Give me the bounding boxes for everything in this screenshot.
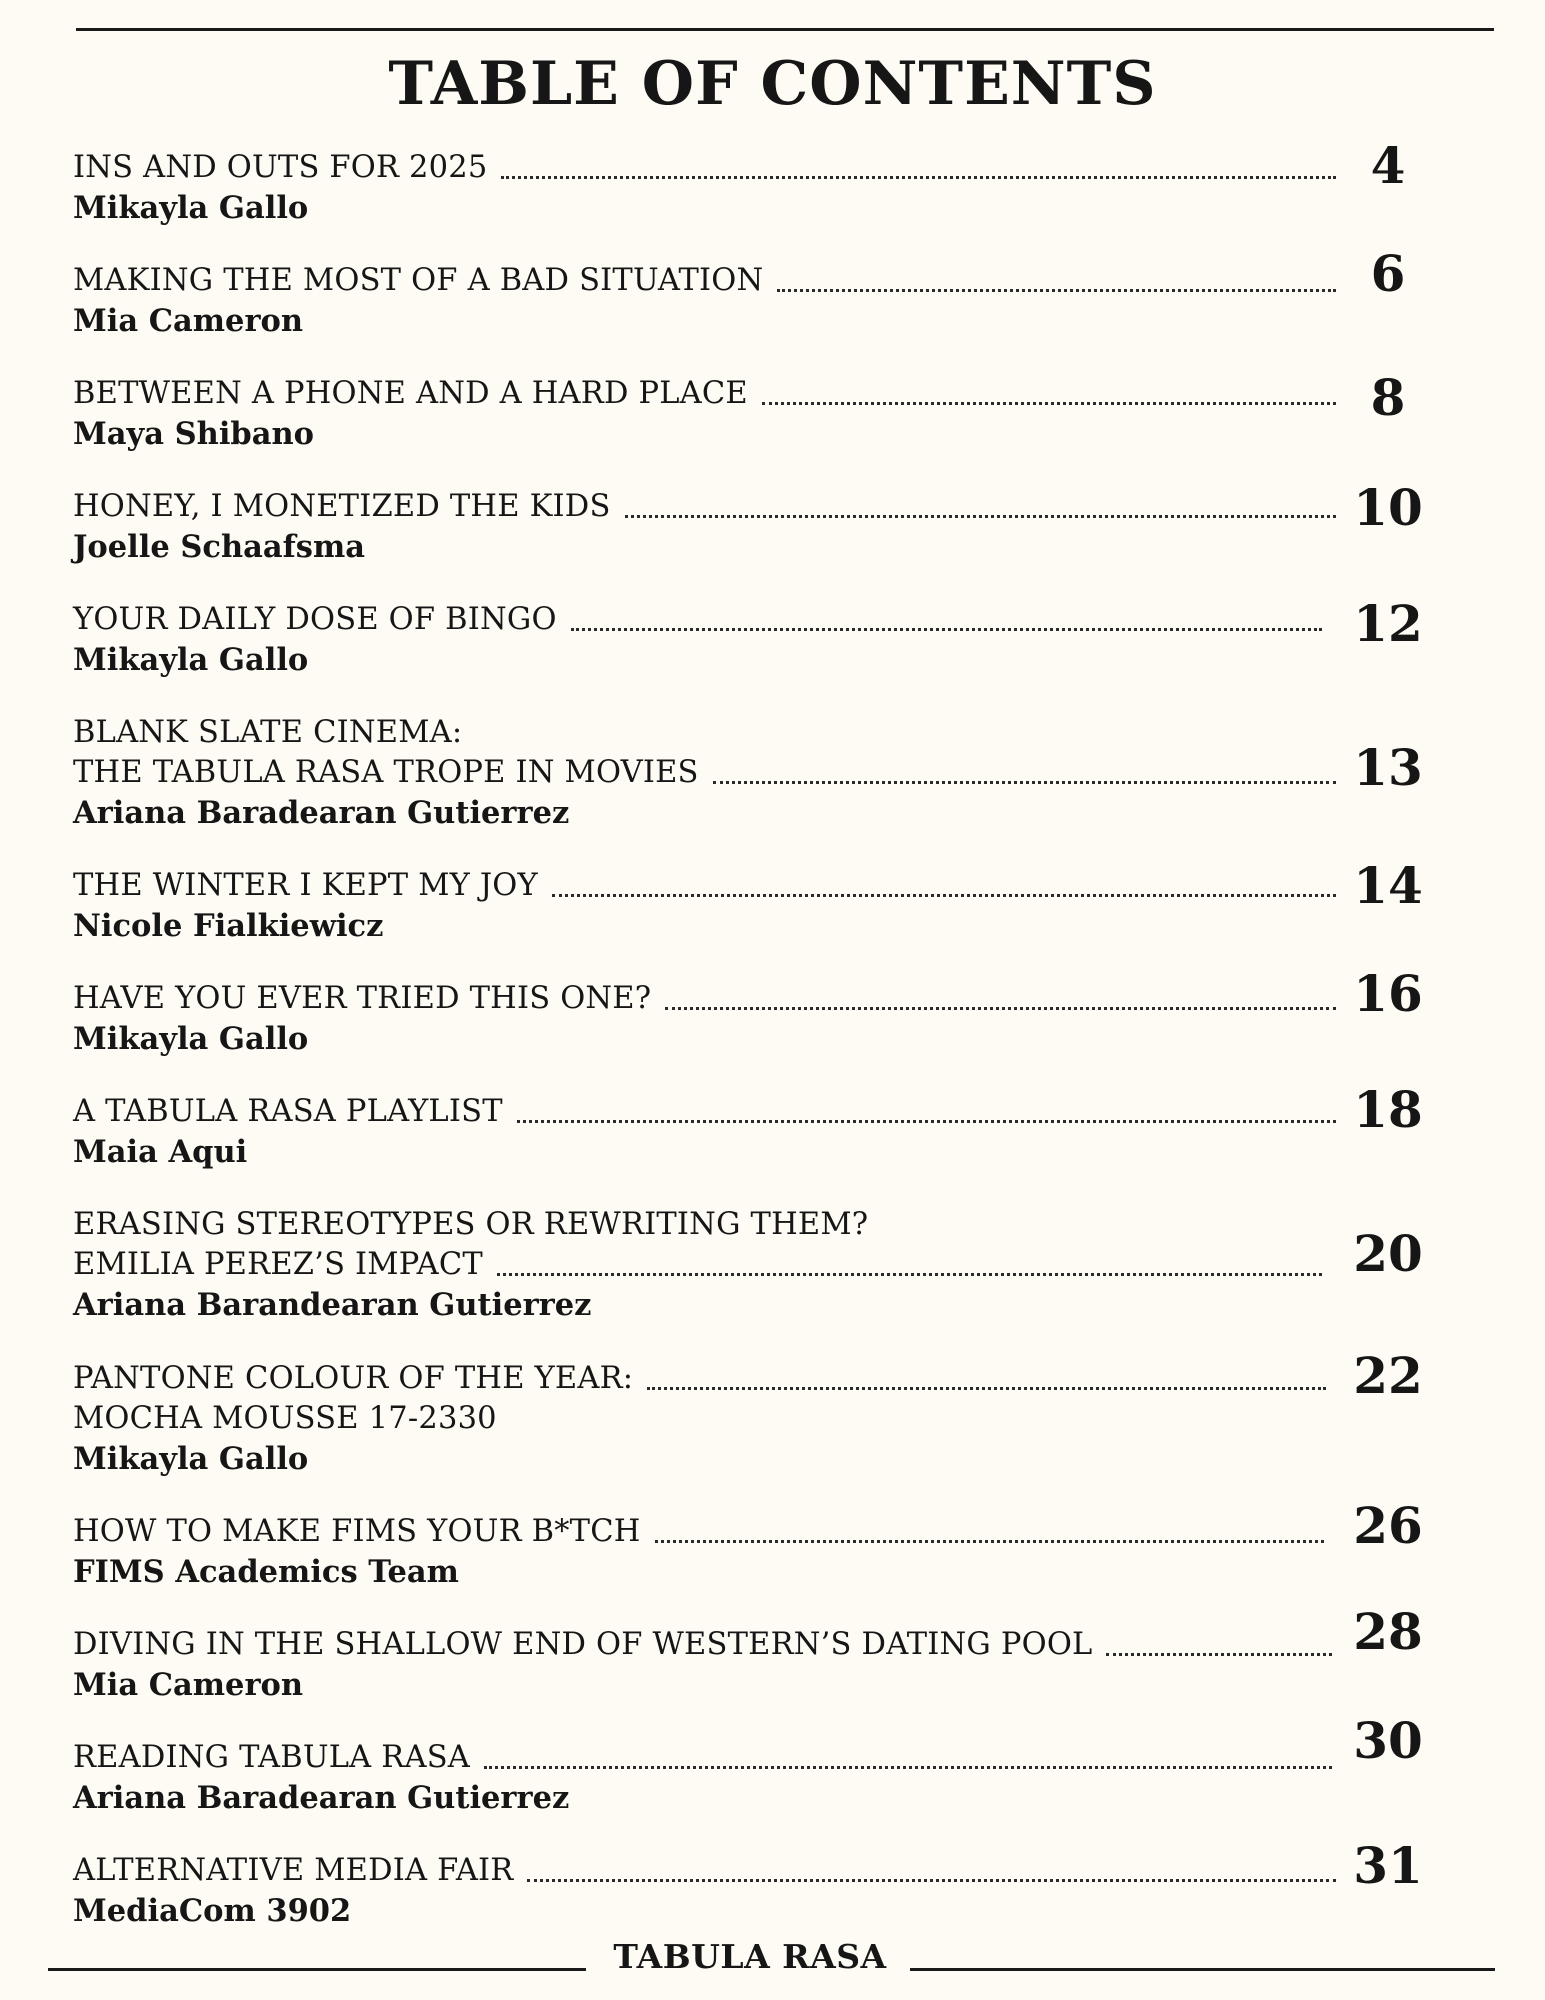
page-number[interactable]: 26 (1353, 1496, 1423, 1555)
entry-title: ALTERNATIVE MEDIA FAIR (73, 1853, 514, 1888)
entry-title: ERASING STEREOTYPES OR REWRITING THEM? (73, 1207, 869, 1242)
entry-title: EMILIA PEREZ’S IMPACT (73, 1247, 483, 1282)
entry-title: THE TABULA RASA TROPE IN MOVIES (73, 755, 699, 790)
dotted-leader (527, 1879, 1336, 1882)
entry-author: Maya Shibano (73, 416, 315, 452)
toc-entry[interactable] (73, 374, 748, 454)
entry-author: Ariana Barandearan Gutierrez (73, 1287, 592, 1323)
entry-author: Ariana Baradearan Gutierrez (73, 1780, 570, 1816)
page-number[interactable]: 12 (1353, 594, 1423, 653)
entry-author: Mikayla Gallo (73, 642, 309, 678)
dotted-leader (777, 289, 1336, 292)
entry-author: Ariana Baradearan Gutierrez (73, 795, 570, 831)
page-number[interactable]: 14 (1353, 856, 1423, 915)
entry-title: YOUR DAILY DOSE OF BINGO (73, 602, 557, 637)
entry-author: Mia Cameron (73, 303, 304, 339)
toc-entry[interactable] (73, 1625, 1092, 1705)
entry-author: MediaCom 3902 (73, 1893, 352, 1929)
dotted-leader (665, 1007, 1336, 1010)
page-number[interactable]: 31 (1353, 1836, 1423, 1895)
entry-author: FIMS Academics Team (73, 1554, 459, 1590)
dotted-leader (647, 1387, 1326, 1390)
entry-title: HAVE YOU EVER TRIED THIS ONE? (73, 981, 652, 1016)
footer-rule-left (48, 1968, 586, 1971)
entry-author: Nicole Fialkiewicz (73, 908, 384, 944)
toc-entry[interactable] (73, 1851, 513, 1931)
toc-entry[interactable] (73, 1738, 569, 1818)
dotted-leader (625, 515, 1336, 518)
dotted-leader (552, 894, 1336, 897)
dotted-leader (484, 1766, 1332, 1769)
page-number[interactable]: 28 (1353, 1602, 1423, 1661)
entry-title: INS AND OUTS FOR 2025 (73, 150, 488, 185)
dotted-leader (1106, 1653, 1332, 1656)
toc-entry[interactable] (73, 487, 611, 567)
toc-entry[interactable] (73, 1205, 868, 1325)
entry-title: THE WINTER I KEPT MY JOY (73, 868, 538, 903)
dotted-leader (762, 402, 1336, 405)
page-number[interactable]: 8 (1370, 368, 1406, 427)
entry-title: BETWEEN A PHONE AND A HARD PLACE (73, 376, 748, 411)
page-number[interactable]: 6 (1370, 244, 1406, 303)
page-number[interactable]: 16 (1353, 964, 1423, 1023)
entry-title: HONEY, I MONETIZED THE KIDS (73, 489, 611, 524)
toc-entry[interactable] (73, 261, 763, 341)
page-number[interactable]: 20 (1353, 1224, 1423, 1283)
footer-publication-name: TABULA RASA (613, 1937, 887, 1976)
toc-entry[interactable] (73, 713, 699, 833)
toc-entry[interactable] (73, 148, 487, 228)
top-rule (76, 28, 1494, 31)
page-number[interactable]: 30 (1353, 1711, 1423, 1770)
entry-title: A TABULA RASA PLAYLIST (73, 1094, 503, 1129)
dotted-leader (517, 1120, 1336, 1123)
entry-title: MOCHA MOUSSE 17-2330 (73, 1401, 497, 1436)
footer-rule-right (910, 1968, 1495, 1971)
entry-author: Joelle Schaafsma (73, 529, 365, 565)
entry-author: Mia Cameron (73, 1667, 304, 1703)
entry-author: Mikayla Gallo (73, 1021, 309, 1057)
page-number[interactable]: 4 (1370, 136, 1406, 195)
toc-entry[interactable] (73, 866, 538, 946)
entry-title: READING TABULA RASA (73, 1740, 471, 1775)
dotted-leader (497, 1273, 1322, 1276)
dotted-leader (713, 781, 1336, 784)
entry-title: MAKING THE MOST OF A BAD SITUATION (73, 263, 764, 298)
page-number[interactable]: 18 (1353, 1080, 1423, 1139)
toc-entry[interactable] (73, 1359, 633, 1479)
toc-entry[interactable] (73, 1512, 641, 1592)
toc-entry[interactable] (73, 1092, 503, 1172)
entry-author: Mikayla Gallo (73, 190, 309, 226)
dotted-leader (655, 1540, 1324, 1543)
entry-author: Maia Aqui (73, 1134, 248, 1170)
toc-entry[interactable] (73, 979, 651, 1059)
toc-entry[interactable] (73, 600, 557, 680)
entry-title: PANTONE COLOUR OF THE YEAR: (73, 1361, 634, 1396)
page-number[interactable]: 22 (1353, 1346, 1423, 1405)
dotted-leader (571, 628, 1322, 631)
page-title: TABLE OF CONTENTS (388, 49, 1157, 119)
dotted-leader (501, 176, 1336, 179)
page-number[interactable]: 10 (1353, 478, 1423, 537)
entry-title: BLANK SLATE CINEMA: (73, 715, 463, 750)
entry-author: Mikayla Gallo (73, 1441, 309, 1477)
entry-title: DIVING IN THE SHALLOW END OF WESTERN’S DATING POOL (73, 1627, 1093, 1662)
page-number[interactable]: 13 (1353, 738, 1423, 797)
entry-title: HOW TO MAKE FIMS YOUR B*TCH (73, 1514, 641, 1549)
